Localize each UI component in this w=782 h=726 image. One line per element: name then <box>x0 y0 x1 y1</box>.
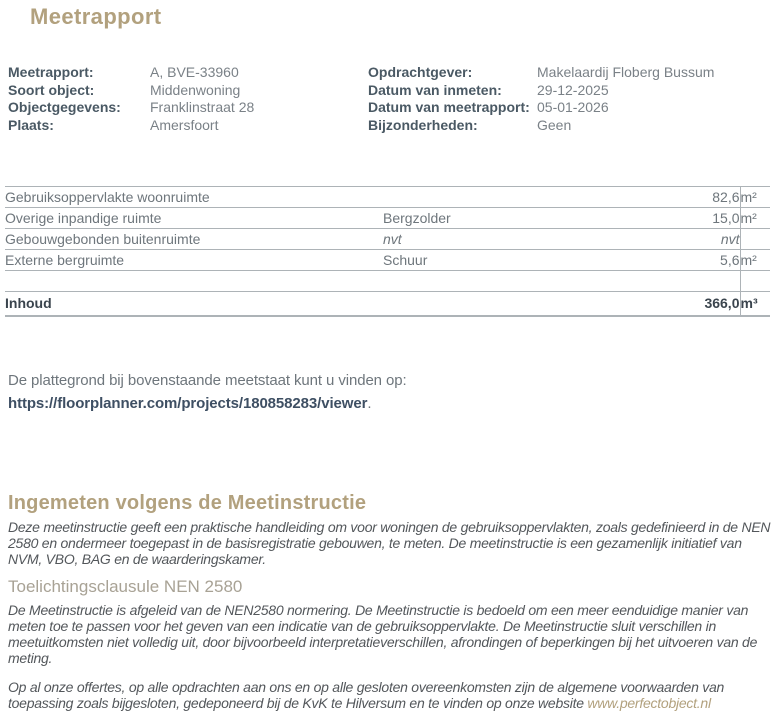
page-title: Meetrapport <box>30 4 162 29</box>
meetinstructie-paragraph: Deze meetinstructie geeft een praktische handleiding om voor woningen de gebruiksoppervlakten, zoals gedefinieerd in de NEN 2580 en ondermeer toegepast in de basisregistratie gebouwen, te meten. De meetinstructie is een gezamenlijk initiatief van NVM, VBO, BAG en de waarderingskamer. <box>8 519 771 567</box>
row-value-cell <box>588 271 740 292</box>
meta-row-meetrapport <box>8 64 254 82</box>
meta-value: 05-01-2026 <box>537 99 609 115</box>
table-row <box>5 208 770 229</box>
row-sub-cell <box>383 187 588 208</box>
meta-value: Franklinstraat 28 <box>150 99 255 115</box>
meta-value: Makelaardij Floberg Bussum <box>537 64 715 80</box>
row-name-cell: Externe bergruimte <box>5 252 125 268</box>
meta-value: Amersfoort <box>150 116 219 133</box>
meta-row-objectgegevens <box>8 99 254 117</box>
row-unit-cell <box>740 229 770 250</box>
row-sub-cell: Schuur <box>383 252 428 268</box>
meta-label: Bijzonderheden: <box>368 116 478 133</box>
meta-label: Datum van inmeten: <box>368 81 502 98</box>
meta-value: A, BVE-33960 <box>150 64 239 80</box>
row-name-cell <box>5 271 383 292</box>
row-sub-cell <box>383 292 588 316</box>
website-link[interactable]: www.perfectobject.nl <box>587 695 711 711</box>
row-name-cell: Gebruiksoppervlakte woonruimte <box>5 189 210 205</box>
meta-row-opdrachtgever <box>368 64 714 82</box>
row-name-cell: Inhoud <box>5 295 52 312</box>
row-name-cell: Overige inpandige ruimte <box>5 210 162 226</box>
meta-label: Opdrachtgever: <box>368 64 473 80</box>
terms-paragraph <box>8 679 782 711</box>
meta-row-plaats <box>8 117 254 135</box>
floorplan-intro-text: De plattegrond bij bovenstaande meetstaat kunt u vinden op: <box>8 372 407 389</box>
meta-row-datum-inmeten <box>368 82 714 100</box>
meta-value: 29-12-2025 <box>537 81 609 98</box>
row-unit-cell: m² <box>740 210 757 226</box>
meta-label: Plaats: <box>8 116 54 133</box>
meta-label: Objectgegevens: <box>8 99 121 115</box>
link-suffix: . <box>367 395 372 412</box>
metadata-left-column <box>8 64 254 134</box>
measurement-table <box>5 186 770 317</box>
meta-value: Geen <box>537 116 572 133</box>
table-row <box>5 229 770 250</box>
meta-value: Middenwoning <box>150 81 241 98</box>
row-value-cell: nvt <box>588 229 740 250</box>
row-name-cell: Gebouwgebonden buitenruimte <box>5 231 201 247</box>
floorplan-link[interactable]: https://floorplanner.com/projects/180858283/viewer <box>8 395 368 412</box>
row-sub-cell: nvt <box>383 231 402 247</box>
metadata-right-column <box>368 64 714 134</box>
floorplan-link-line <box>8 395 371 412</box>
row-unit-cell: m³ <box>740 295 758 312</box>
row-value-cell: 82,6 <box>588 187 740 208</box>
toelichting-heading: Toelichtingsclausule NEN 2580 <box>8 577 243 596</box>
table-row <box>5 250 770 271</box>
meta-row-datum-meetrapport <box>368 99 714 117</box>
meta-label: Meetrapport: <box>8 64 94 80</box>
meta-row-soort-object <box>8 82 254 100</box>
row-sub-cell <box>383 271 588 292</box>
row-value-cell: 366,0 <box>588 292 740 316</box>
row-unit-cell: m² <box>740 252 757 268</box>
row-unit-cell: m² <box>740 189 757 205</box>
meta-label: Datum van meetrapport: <box>368 99 530 115</box>
row-sub-cell: Bergzolder <box>383 210 451 226</box>
table-row-empty <box>5 271 770 292</box>
table-row-total <box>5 292 770 316</box>
toelichting-paragraph: De Meetinstructie is afgeleid van de NEN2580 normering. De Meetinstructie is bedoeld om een meer eenduidige manier van meten toe te passen voor het geven van een indicatie van de gebruiksoppervlakte. De Meetinstructie sluit verschillen in meetuitkomsten niet volledig uit, door bijvoorbeeld interpretatieverschillen, afrondingen of beperkingen bij het uitvoeren van de meting. <box>8 602 758 666</box>
terms-text: Op al onze offertes, op alle opdrachten aan ons en op alle gesloten overeenkomsten zijn de algemene voorwaarden van toepassing zoals bijgesloten, gedeponeerd bij de KvK te Hilversum en te vinden op onze website <box>8 679 725 711</box>
meta-row-bijzonderheden <box>368 117 714 135</box>
row-value-cell: 15,0 <box>588 208 740 229</box>
row-unit-cell <box>740 271 770 292</box>
meta-label: Soort object: <box>8 81 95 98</box>
meetinstructie-heading: Ingemeten volgens de Meetinstructie <box>8 492 367 514</box>
row-value-cell: 5,6 <box>588 250 740 271</box>
table-row <box>5 187 770 208</box>
